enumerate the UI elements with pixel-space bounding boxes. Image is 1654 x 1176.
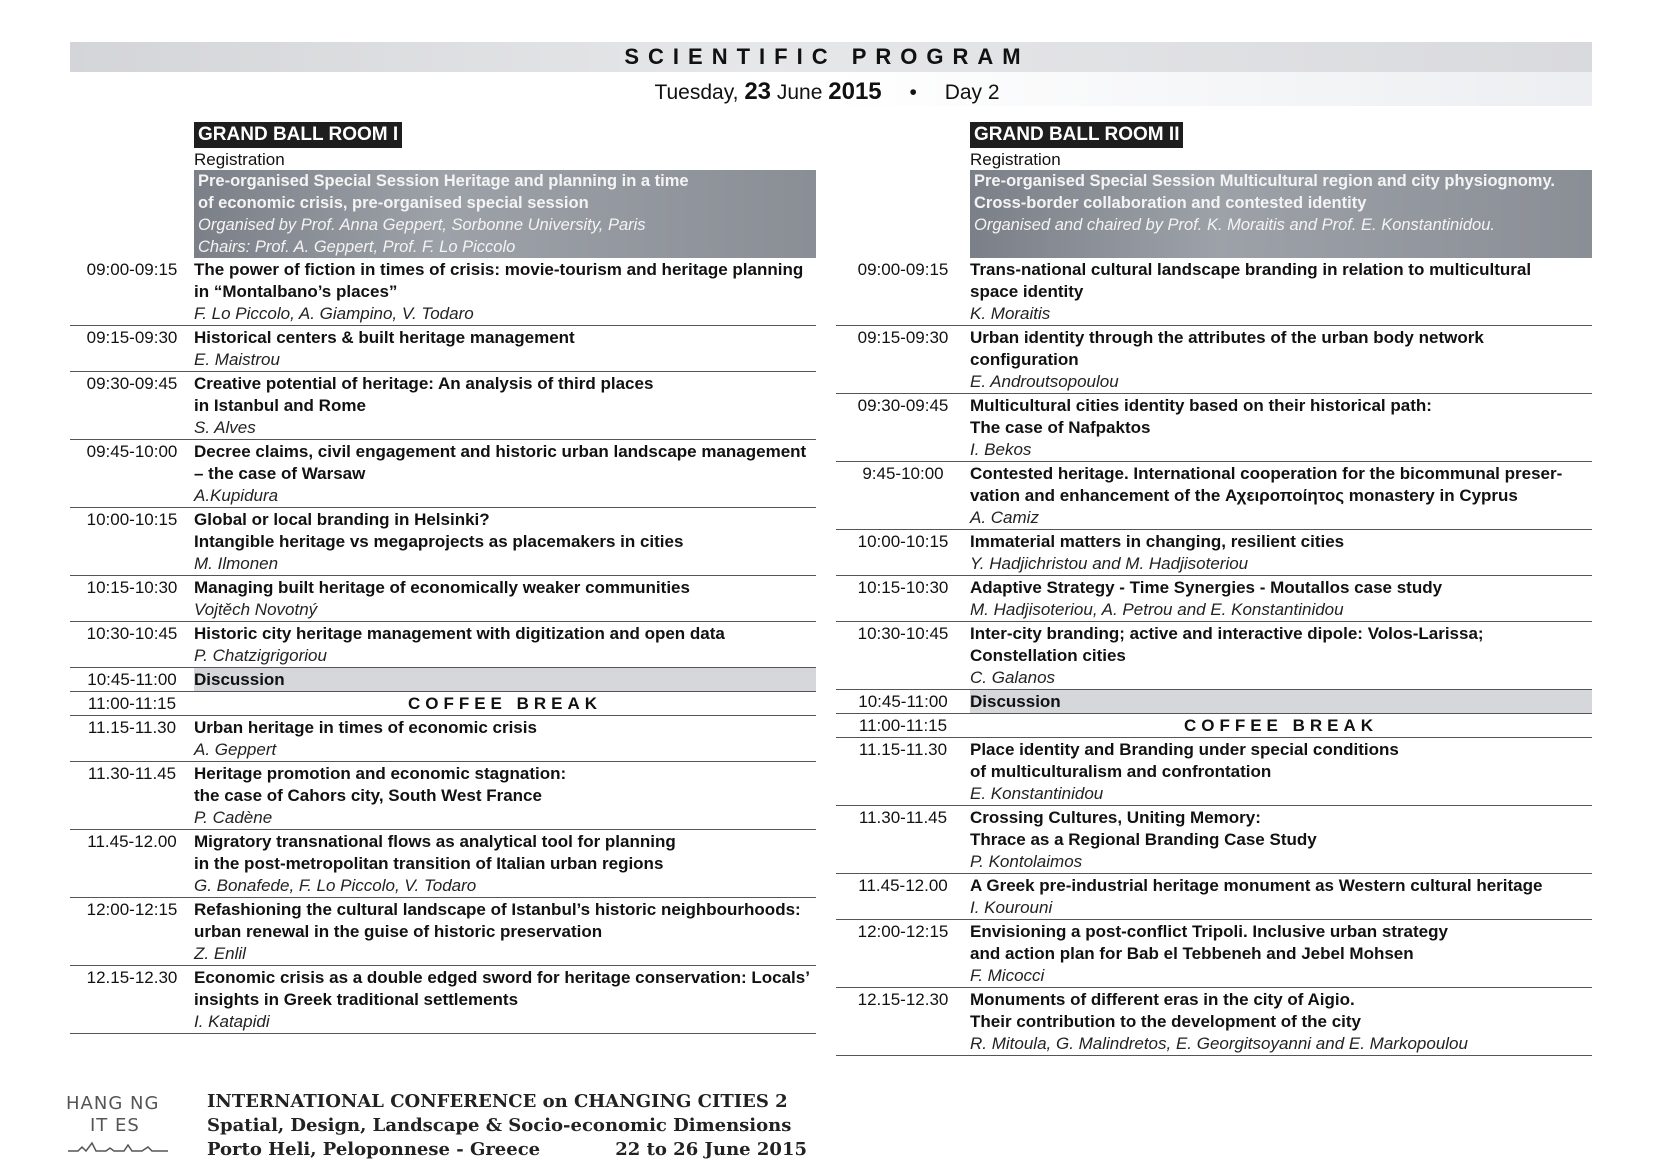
room-2-column (836, 122, 1592, 1056)
schedule-row (836, 326, 1592, 394)
paper-title-continued: in the post-metropolitan transition of Italian urban regions (194, 854, 664, 873)
paper-authors: I. Bekos (970, 440, 1032, 459)
conference-subtitle: Spatial, Design, Landscape & Socio-economic Dimensions (207, 1115, 792, 1136)
paper-title: Decree claims, civil engagement and historic urban landscape management (194, 442, 807, 461)
schedule-row (70, 668, 816, 692)
paper-authors: Vojtěch Novotný (194, 600, 318, 619)
paper-entry (194, 372, 816, 439)
skyline-icon (68, 1139, 178, 1153)
paper-authors: P. Cadène (194, 808, 273, 827)
session-time: 10:45-11:00 (858, 692, 948, 711)
special-session-title: Pre-organised Special Session Heritage and planning in a time (198, 172, 689, 190)
session-time: 09:30-09:45 (86, 374, 178, 393)
paper-authors: K. Moraitis (970, 304, 1051, 323)
schedule-row (70, 326, 816, 372)
session-time: 11:00-11:15 (858, 716, 948, 735)
discussion-label: Discussion (970, 690, 1592, 713)
paper-title: Urban heritage in times of economic crisis (194, 718, 537, 737)
changing-cities-logo (66, 1093, 186, 1163)
session-time: 11.30-11.45 (87, 764, 177, 783)
session-time: 10:45-11:00 (87, 670, 177, 689)
paper-entry (194, 898, 816, 965)
schedule-row (836, 394, 1592, 462)
paper-title: Economic crisis as a double edged sword for heritage conservation: Locals’ (194, 968, 810, 987)
paper-title: The power of fiction in times of crisis: movie-tourism and heritage planning (194, 260, 804, 279)
special-session-title: of economic crisis, pre-organised special session (198, 194, 589, 212)
conference-dates: 22 to 26 June 2015 (615, 1139, 807, 1160)
paper-authors: P. Kontolaimos (970, 852, 1083, 871)
session-time: 12.15-12.30 (86, 968, 178, 987)
schedule-row (836, 920, 1592, 988)
session-time: 09:45-10:00 (86, 442, 178, 461)
schedule-row (836, 988, 1592, 1056)
paper-authors: S. Alves (194, 418, 256, 437)
paper-title: A Greek pre-industrial heritage monument as Western cultural heritage (970, 876, 1543, 895)
session-time: 12:00-12:15 (86, 900, 178, 919)
schedule-row (836, 690, 1592, 714)
paper-title-continued: and action plan for Bab el Tebbeneh and Jebel Mohsen (970, 944, 1414, 963)
paper-authors: Y. Hadjichristou and M. Hadjisoteriou (970, 554, 1249, 573)
paper-entry (970, 326, 1592, 393)
paper-title-continued: Constellation cities (970, 646, 1126, 665)
paper-authors: A.Kupidura (194, 486, 279, 505)
paper-entry (194, 326, 816, 371)
paper-title: Historic city heritage management with digitization and open data (194, 624, 725, 643)
schedule-row (70, 966, 816, 1034)
paper-authors: R. Mitoula, G. Malindretos, E. Georgitsoyanni and E. Markopoulou (970, 1034, 1468, 1053)
paper-entry (970, 622, 1592, 689)
page-title: SCIENTIFIC PROGRAM (624, 44, 1030, 69)
paper-authors: M. Ilmonen (194, 554, 279, 573)
room-1-column (70, 122, 816, 1034)
session-time: 11.30-11.45 (858, 808, 948, 827)
paper-entry (970, 462, 1592, 529)
paper-entry (970, 530, 1592, 575)
paper-title: Monuments of different eras in the city of Aigio. (970, 990, 1355, 1009)
date-weekday: Tuesday, (654, 81, 739, 104)
schedule-row (70, 622, 816, 668)
special-session-organiser: Organised by Prof. Anna Geppert, Sorbonne University, Paris (198, 216, 646, 234)
paper-title-continued: The case of Nafpaktos (970, 418, 1151, 437)
session-time: 10:00-10:15 (857, 532, 949, 551)
discussion-label: Discussion (194, 668, 816, 691)
paper-title-continued: Their contribution to the development of the city (970, 1012, 1362, 1031)
session-time: 09:30-09:45 (857, 396, 949, 415)
special-session-organiser: Organised and chaired by Prof. K. Moraitis and Prof. E. Konstantinidou. (974, 216, 1495, 234)
schedule-row (70, 830, 816, 898)
date-month: June (776, 81, 823, 104)
paper-authors: A. Camiz (970, 508, 1039, 527)
paper-title: Contested heritage. International cooperation for the bicommunal preser- (970, 464, 1563, 483)
paper-authors: A. Geppert (194, 740, 277, 759)
date-line (0, 78, 1654, 107)
paper-title: Inter-city branding; active and interactive dipole: Volos-Larissa; (970, 624, 1484, 643)
paper-authors: C. Galanos (970, 668, 1056, 687)
session-time: 11.45-12.00 (858, 876, 948, 895)
session-time: 09:15-09:30 (86, 328, 178, 347)
session-time: 10:15-10:30 (857, 578, 949, 597)
paper-authors: I. Katapidi (194, 1012, 270, 1031)
paper-title-continued: in Istanbul and Rome (194, 396, 366, 415)
paper-title: Creative potential of heritage: An analysis of third places (194, 374, 654, 393)
paper-entry (194, 576, 816, 621)
schedule-row (70, 716, 816, 762)
paper-entry (194, 762, 816, 829)
session-time: 09:00-09:15 (86, 260, 178, 279)
session-time: 12.15-12.30 (857, 990, 949, 1009)
paper-authors: F. Micocci (970, 966, 1045, 985)
paper-title: Multicultural cities identity based on their historical path: (970, 396, 1432, 415)
session-time: 11:00-11:15 (87, 694, 177, 713)
paper-title-continued: urban renewal in the guise of historic preservation (194, 922, 603, 941)
logo-text: HANG NG (66, 1093, 160, 1114)
room-2-schedule (836, 258, 1592, 1056)
paper-entry (194, 830, 816, 897)
session-time: 10:00-10:15 (86, 510, 178, 529)
schedule-row (70, 440, 816, 508)
room-2-special-session (970, 170, 1592, 258)
paper-entry (194, 508, 816, 575)
room-1-special-session (194, 170, 816, 258)
day-label: Day 2 (944, 81, 1000, 104)
paper-title: Envisioning a post-conflict Tripoli. Inclusive urban strategy (970, 922, 1448, 941)
session-time: 10:30-10:45 (857, 624, 949, 643)
paper-entry (970, 394, 1592, 461)
paper-entry (970, 920, 1592, 987)
special-session-title: Cross-border collaboration and contested identity (974, 194, 1367, 212)
conference-name: INTERNATIONAL CONFERENCE on CHANGING CITIES 2 (207, 1091, 788, 1112)
session-time: 10:15-10:30 (86, 578, 178, 597)
session-time: 11.15-11.30 (858, 740, 948, 759)
special-session-title: Pre-organised Special Session Multicultural region and city physiognomy. (974, 172, 1555, 190)
coffee-break-label: COFFEE BREAK (1183, 716, 1379, 735)
paper-authors: E. Konstantinidou (970, 784, 1104, 803)
paper-entry (194, 258, 816, 325)
paper-entry (194, 440, 816, 507)
special-session-chairs: Chairs: Prof. A. Geppert, Prof. F. Lo Piccolo (198, 238, 516, 256)
room-2-registration: Registration (970, 150, 1061, 169)
paper-authors: I. Kourouni (970, 898, 1053, 917)
session-time: 09:00-09:15 (857, 260, 949, 279)
paper-entry (194, 966, 816, 1033)
schedule-row (70, 508, 816, 576)
paper-authors: F. Lo Piccolo, A. Giampino, V. Todaro (194, 304, 474, 323)
session-time: 9:45-10:00 (862, 464, 944, 483)
paper-entry (970, 576, 1592, 621)
paper-title-continued: – the case of Warsaw (194, 464, 366, 483)
session-time: 11.15-11.30 (87, 718, 177, 737)
paper-title-continued: the case of Cahors city, South West France (194, 786, 542, 805)
session-time: 09:15-09:30 (857, 328, 949, 347)
schedule-row (836, 738, 1592, 806)
paper-title-continued: in “Montalbano’s places” (194, 282, 398, 301)
paper-title-continued: space identity (970, 282, 1084, 301)
schedule-row (836, 622, 1592, 690)
room-1-schedule (70, 258, 816, 1034)
conference-location: Porto Heli, Peloponnese - Greece (207, 1139, 541, 1160)
paper-entry (970, 874, 1592, 919)
schedule-row (836, 258, 1592, 326)
paper-authors: Z. Enlil (194, 944, 246, 963)
session-time: 12:00-12:15 (857, 922, 949, 941)
date-day: 23 (744, 78, 772, 105)
paper-title: Adaptive Strategy - Time Synergies - Moutallos case study (970, 578, 1443, 597)
schedule-row (836, 714, 1592, 738)
paper-title: Immaterial matters in changing, resilient cities (970, 532, 1345, 551)
schedule-row (70, 258, 816, 326)
schedule-row (70, 576, 816, 622)
paper-title-continued: Thrace as a Regional Branding Case Study (970, 830, 1317, 849)
paper-title: Managing built heritage of economically weaker communities (194, 578, 690, 597)
paper-authors: E. Androutsopoulou (970, 372, 1119, 391)
paper-authors: M. Hadjisoteriou, A. Petrou and E. Konstantinidou (970, 600, 1344, 619)
schedule-row (70, 762, 816, 830)
schedule-row (836, 462, 1592, 530)
schedule-row (836, 530, 1592, 576)
schedule-row (836, 874, 1592, 920)
paper-title: Heritage promotion and economic stagnation: (194, 764, 567, 783)
paper-title: Refashioning the cultural landscape of Istanbul’s historic neighbourhoods: (194, 900, 801, 919)
paper-entry (970, 988, 1592, 1055)
paper-title: Place identity and Branding under special conditions (970, 740, 1399, 759)
schedule-row (836, 576, 1592, 622)
paper-entry (194, 622, 816, 667)
paper-entry (194, 716, 816, 761)
paper-title: Global or local branding in Helsinki? (194, 510, 490, 529)
paper-title: Crossing Cultures, Uniting Memory: (970, 808, 1261, 827)
paper-title-continued: vation and enhancement of the Αχειροποίητος monastery in Cyprus (970, 486, 1518, 505)
paper-title: Trans-national cultural landscape branding in relation to multicultural (970, 260, 1532, 279)
paper-title: Migratory transnational flows as analytical tool for planning (194, 832, 676, 851)
schedule-row (70, 692, 816, 716)
paper-entry (970, 806, 1592, 873)
session-time: 11.45-12.00 (87, 832, 177, 851)
paper-title-continued: of multiculturalism and confrontation (970, 762, 1272, 781)
coffee-break-label: COFFEE BREAK (407, 694, 603, 713)
room-1-registration: Registration (194, 150, 285, 169)
conference-info (207, 1090, 807, 1162)
date-year: 2015 (828, 78, 882, 105)
paper-title-continued: Intangible heritage vs megaprojects as placemakers in cities (194, 532, 684, 551)
paper-title: Urban identity through the attributes of the urban body network configuration (970, 328, 1484, 369)
paper-authors: G. Bonafede, F. Lo Piccolo, V. Todaro (194, 876, 477, 895)
paper-title: Historical centers & built heritage management (194, 328, 575, 347)
paper-authors: P. Chatzigrigoriou (194, 646, 327, 665)
schedule-row (70, 898, 816, 966)
schedule-row (70, 372, 816, 440)
paper-entry (970, 738, 1592, 805)
bullet-separator: • (909, 81, 917, 104)
paper-entry (970, 258, 1592, 325)
session-time: 10:30-10:45 (86, 624, 178, 643)
paper-title-continued: insights in Greek traditional settlements (194, 990, 519, 1009)
logo-text: IT ES (90, 1115, 140, 1136)
room-2-label: GRAND BALL ROOM II (970, 122, 1183, 148)
room-1-label: GRAND BALL ROOM I (194, 122, 402, 148)
schedule-row (836, 806, 1592, 874)
paper-authors: E. Maistrou (194, 350, 280, 369)
